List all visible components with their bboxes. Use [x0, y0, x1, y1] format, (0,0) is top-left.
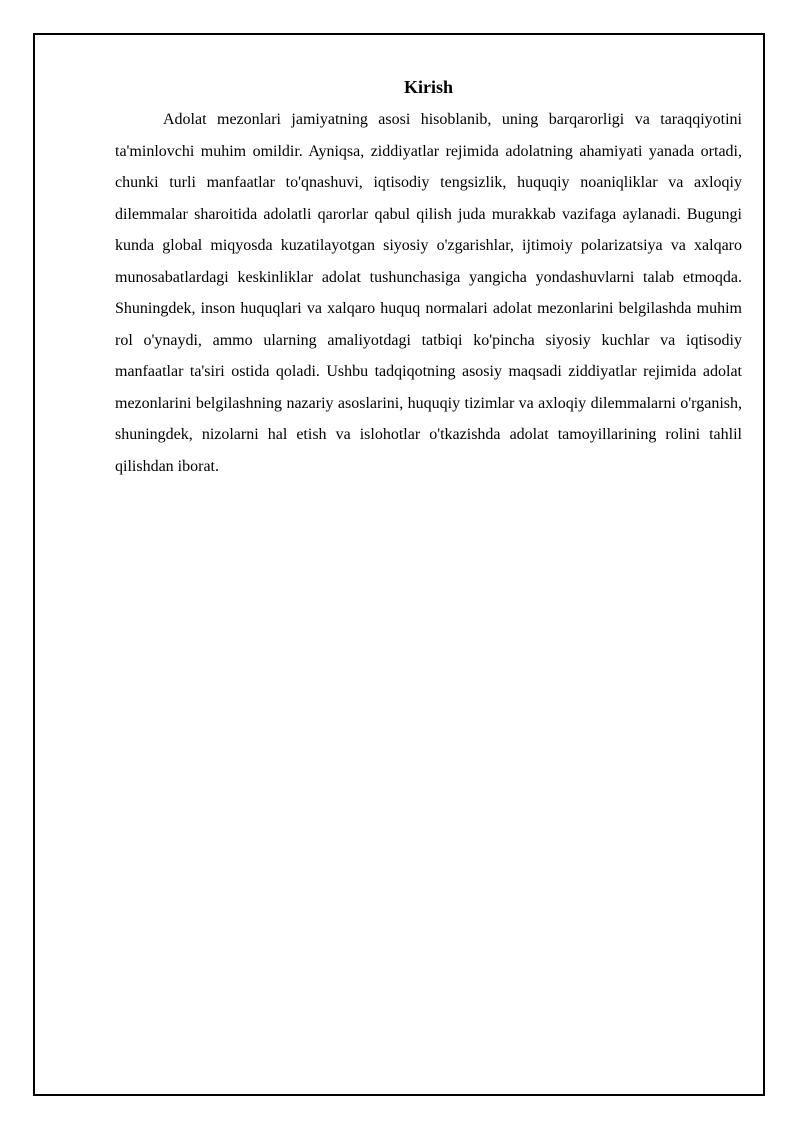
introduction-paragraph: Adolat mezonlari jamiyatning asosi hisoblanib, uning barqarorligi va taraqqiyotini ta'minlovchi muhim omildir. Ayniqsa, ziddiyatlar rejimida adolatning ahamiyati yanada ortadi, chunki turli manfaatlar to'qnashuvi, iqtisodiy tengsizlik, huquqiy noaniqliklar va axloqiy dilemmalar sharoitida adolatli qarorlar qabul qilish juda murakkab vazifaga aylanadi. Bugungi kunda global miqyosda kuzatilayotgan siyosiy o'zgarishlar, ijtimoiy polarizatsiya va xalqaro munosabatlardagi keskinliklar adolat tushunchasiga yangicha yondashuvlarni talab etmoqda. Shuningdek, inson huquqlari va xalqaro huquq normalari adolat mezonlarini belgilashda muhim rol o'ynaydi, ammo ularning amaliyotdagi tatbiqi ko'pincha siyosiy kuchlar va iqtisodiy manfaatlar ta'siri ostida qoladi. Ushbu tadqiqotning asosiy maqsadi ziddiyatlar rejimida adolat mezonlarini belgilashning nazariy asoslarini, huquqiy tizimlar va axloqiy dilemmalarni o'rganish, shuningdek, nizolarni hal etish va islohotlar o'tkazishda adolat tamoyillarining rolini tahlil qilishdan iborat. — [115, 111, 742, 475]
section-title: Kirish — [403, 77, 453, 97]
document-body — [115, 74, 742, 482]
